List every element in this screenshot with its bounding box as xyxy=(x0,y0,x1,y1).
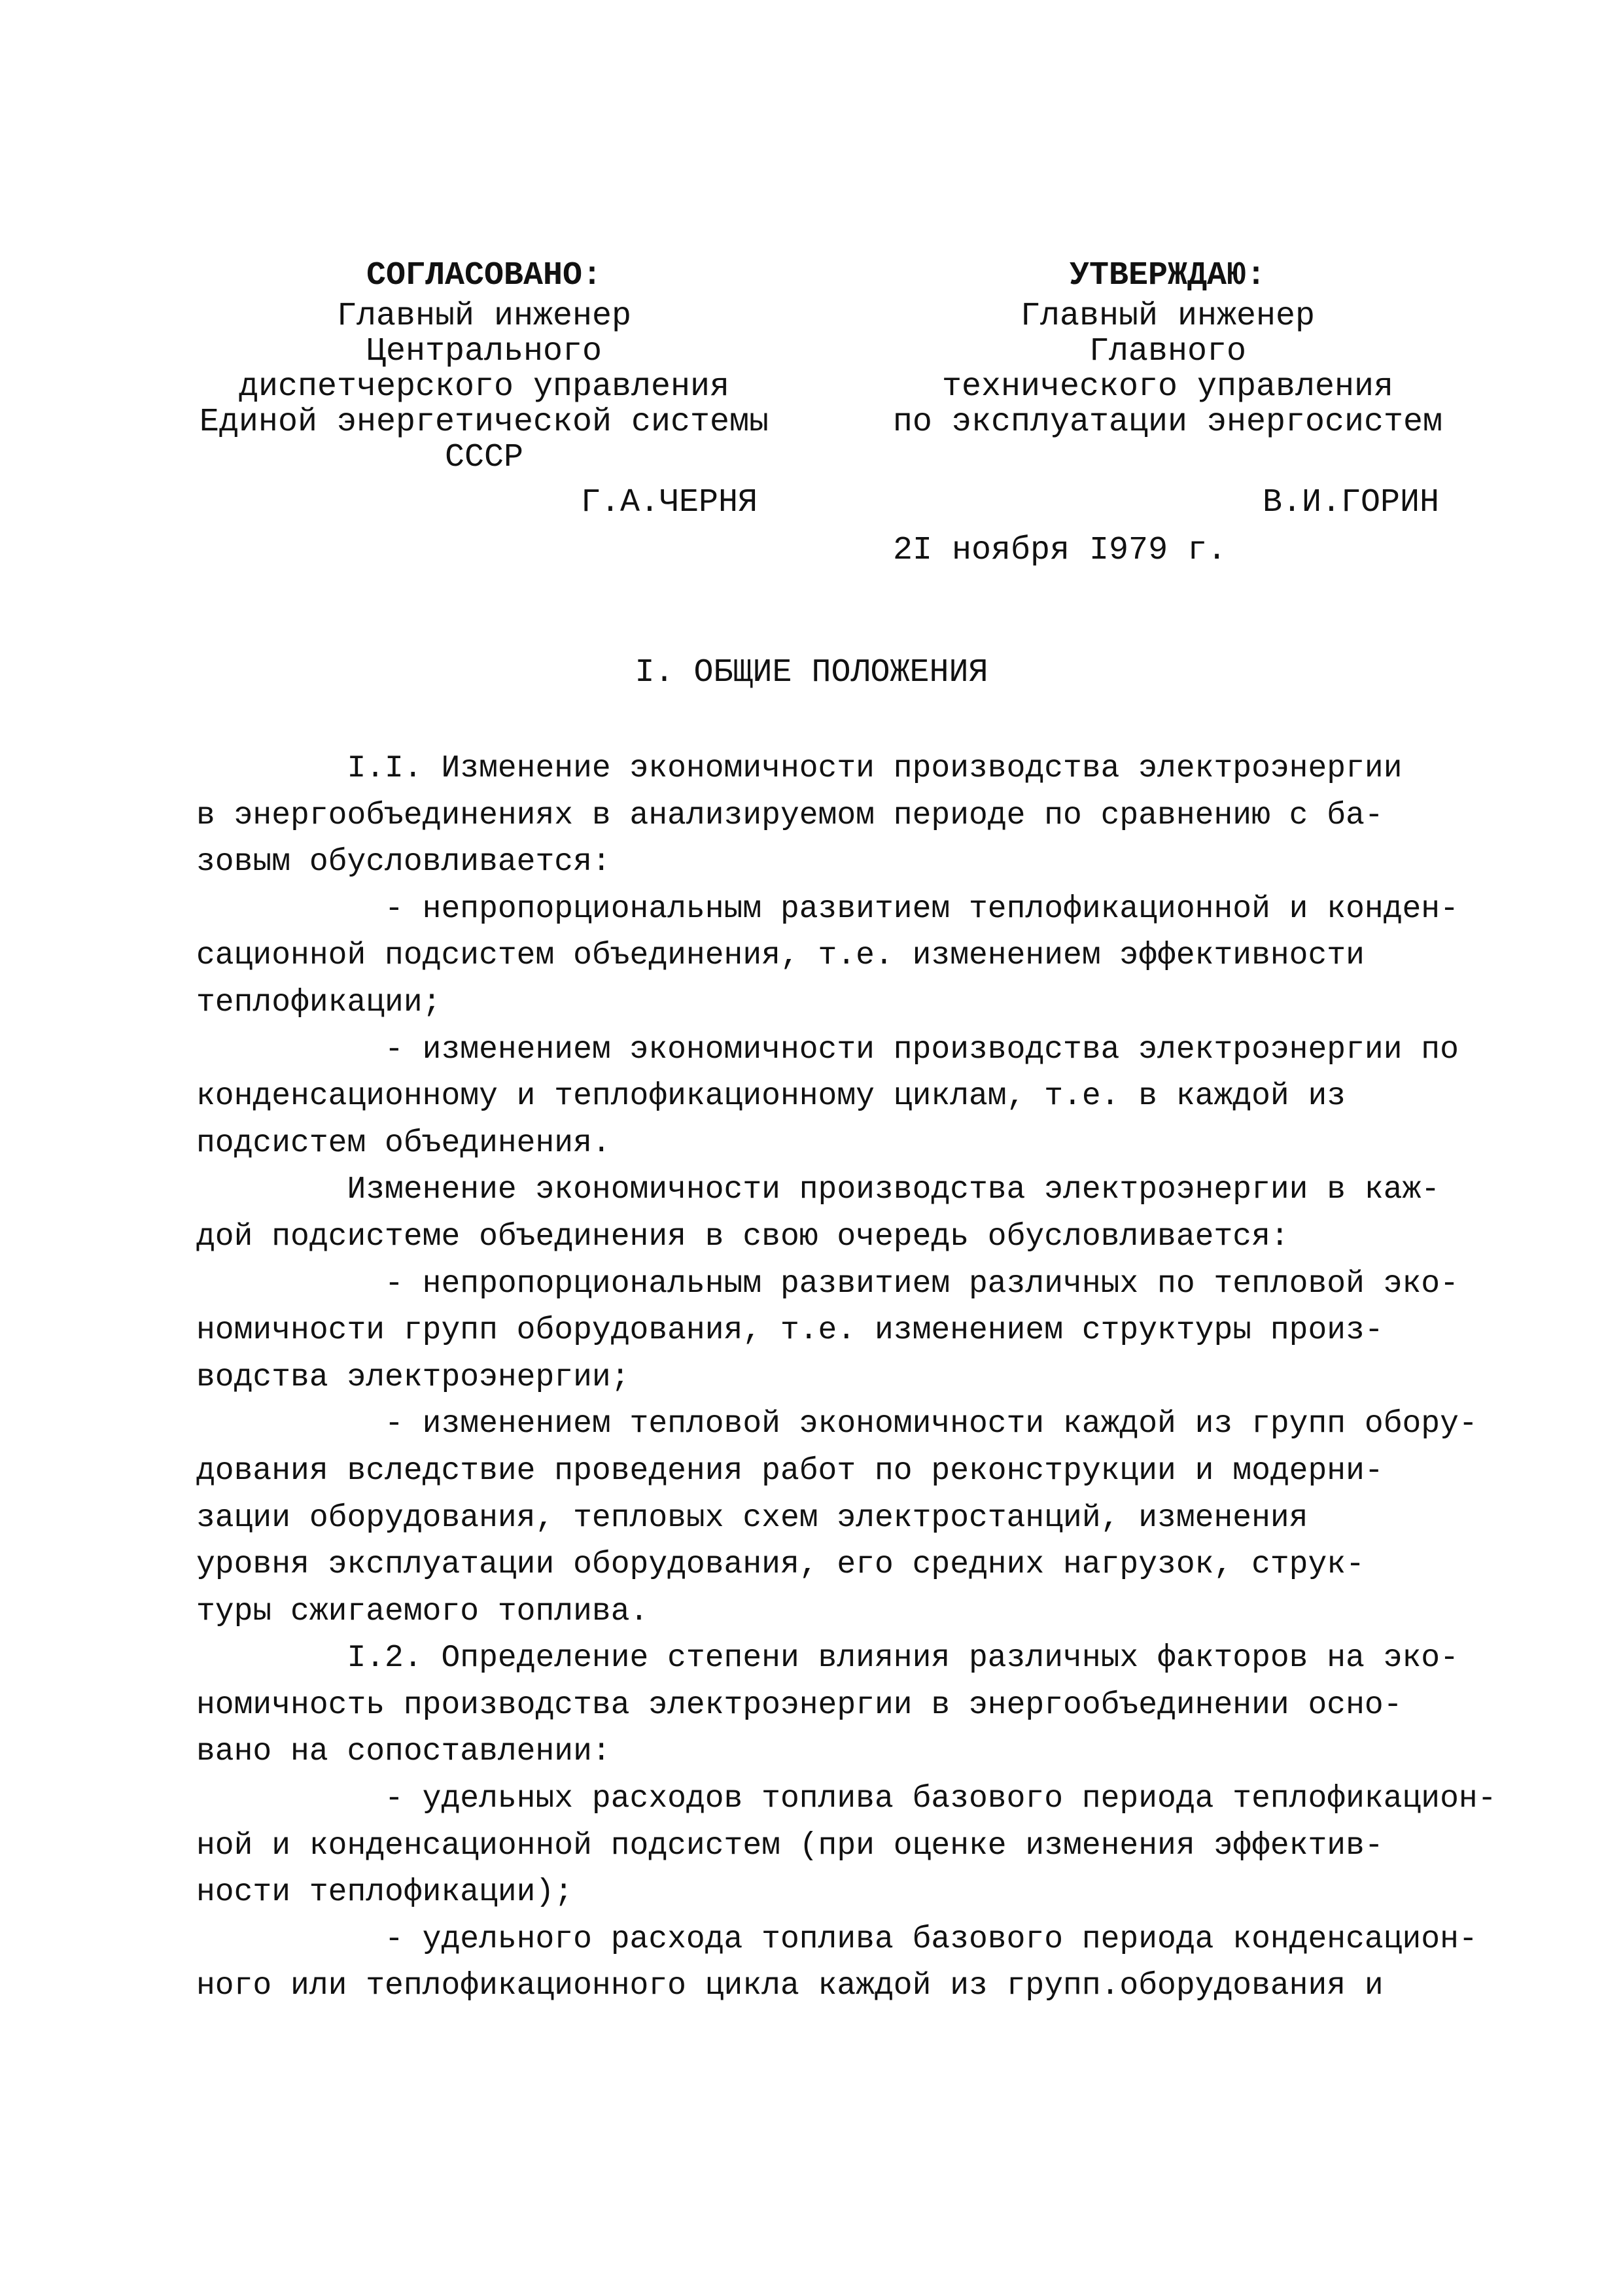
approval-right-heading: УТВЕРЖДАЮ: xyxy=(1069,257,1266,294)
body-line: теплофикации; xyxy=(196,984,442,1020)
body-line: туры сжигаемого топлива. xyxy=(196,1593,649,1629)
body-line: зовым обусловливается: xyxy=(196,844,611,880)
body-line: уровня эксплуатации оборудования, его средних нагрузок, струк- xyxy=(196,1547,1365,1583)
body-line: дования вследствие проведения работ по реконструкции и модерни- xyxy=(196,1453,1384,1489)
approval-left-line: Центрального xyxy=(366,333,602,370)
approval-right-block xyxy=(873,258,1462,440)
approval-right-line: Главный инженер xyxy=(1020,298,1316,335)
body-line: Изменение экономичности производства электроэнергии в каж- xyxy=(196,1172,1440,1208)
body-line: конденсационному и теплофикационному циклам, т.е. в каждой из xyxy=(196,1079,1346,1115)
body-line: зации оборудования, тепловых схем электростанций, изменения xyxy=(196,1500,1308,1536)
approval-right-line: технического управления xyxy=(941,368,1394,406)
body-line: I.2. Определение степени влияния различных факторов на эко- xyxy=(196,1641,1459,1677)
body-line: сационной подсистем объединения, т.е. изменением эффективности xyxy=(196,938,1365,974)
body-line: - изменением экономичности производства электроэнергии по xyxy=(196,1032,1459,1068)
body-line: номичности групп оборудования, т.е. изменением структуры произ- xyxy=(196,1313,1384,1349)
approval-left-line: СССР xyxy=(444,439,524,476)
approval-left-line: Главный инженер xyxy=(336,298,632,335)
body-line: - непропорциональным развитием различных по тепловой эко- xyxy=(196,1266,1459,1302)
body-line: подсистем объединения. xyxy=(196,1125,611,1161)
body-text xyxy=(196,746,1497,2010)
body-line: - непропорциональным развитием теплофикационной и конден- xyxy=(196,891,1459,927)
body-line: ной и конденсационной подсистем (при оценке изменения эффектив- xyxy=(196,1828,1384,1864)
approval-left-line: Единой энергетической системы xyxy=(199,404,769,441)
body-line: дой подсистеме объединения в свою очередь обусловливается: xyxy=(196,1219,1289,1255)
approval-left-block xyxy=(190,258,778,476)
section-title: I. ОБЩИЕ ПОЛОЖЕНИЯ xyxy=(635,654,988,691)
body-line: - изменением тепловой экономичности каждой из групп обору- xyxy=(196,1406,1478,1442)
body-line: водства электроэнергии; xyxy=(196,1359,630,1395)
approval-left-signature: Г.А.ЧЕРНЯ xyxy=(581,484,758,521)
body-line: ного или теплофикационного цикла каждой из групп.оборудования и xyxy=(196,1968,1384,2004)
body-line: вано на сопоставлении: xyxy=(196,1734,611,1770)
approval-right-line: по эксплуатации энергосистем xyxy=(892,404,1443,441)
approval-date: 2I ноября I979 г. xyxy=(893,532,1227,569)
body-line: в энергообъединениях в анализируемом периоде по сравнению с ба- xyxy=(196,797,1384,833)
approval-left-line: диспетчерского управления xyxy=(238,368,730,406)
body-line: номичность производства электроэнергии в энергообъединении осно- xyxy=(196,1687,1403,1723)
approval-right-signature: В.И.ГОРИН xyxy=(1263,484,1440,521)
approval-left-heading: СОГЛАСОВАНО: xyxy=(366,257,602,294)
body-line: I.I. Изменение экономичности производства электроэнергии xyxy=(196,751,1403,786)
body-line: ности теплофикации); xyxy=(196,1875,574,1911)
body-line: - удельных расходов топлива базового периода теплофикацион- xyxy=(196,1781,1497,1817)
body-line: - удельного расхода топлива базового периода конденсацион- xyxy=(196,1921,1478,1957)
approval-right-line: Главного xyxy=(1089,333,1247,370)
